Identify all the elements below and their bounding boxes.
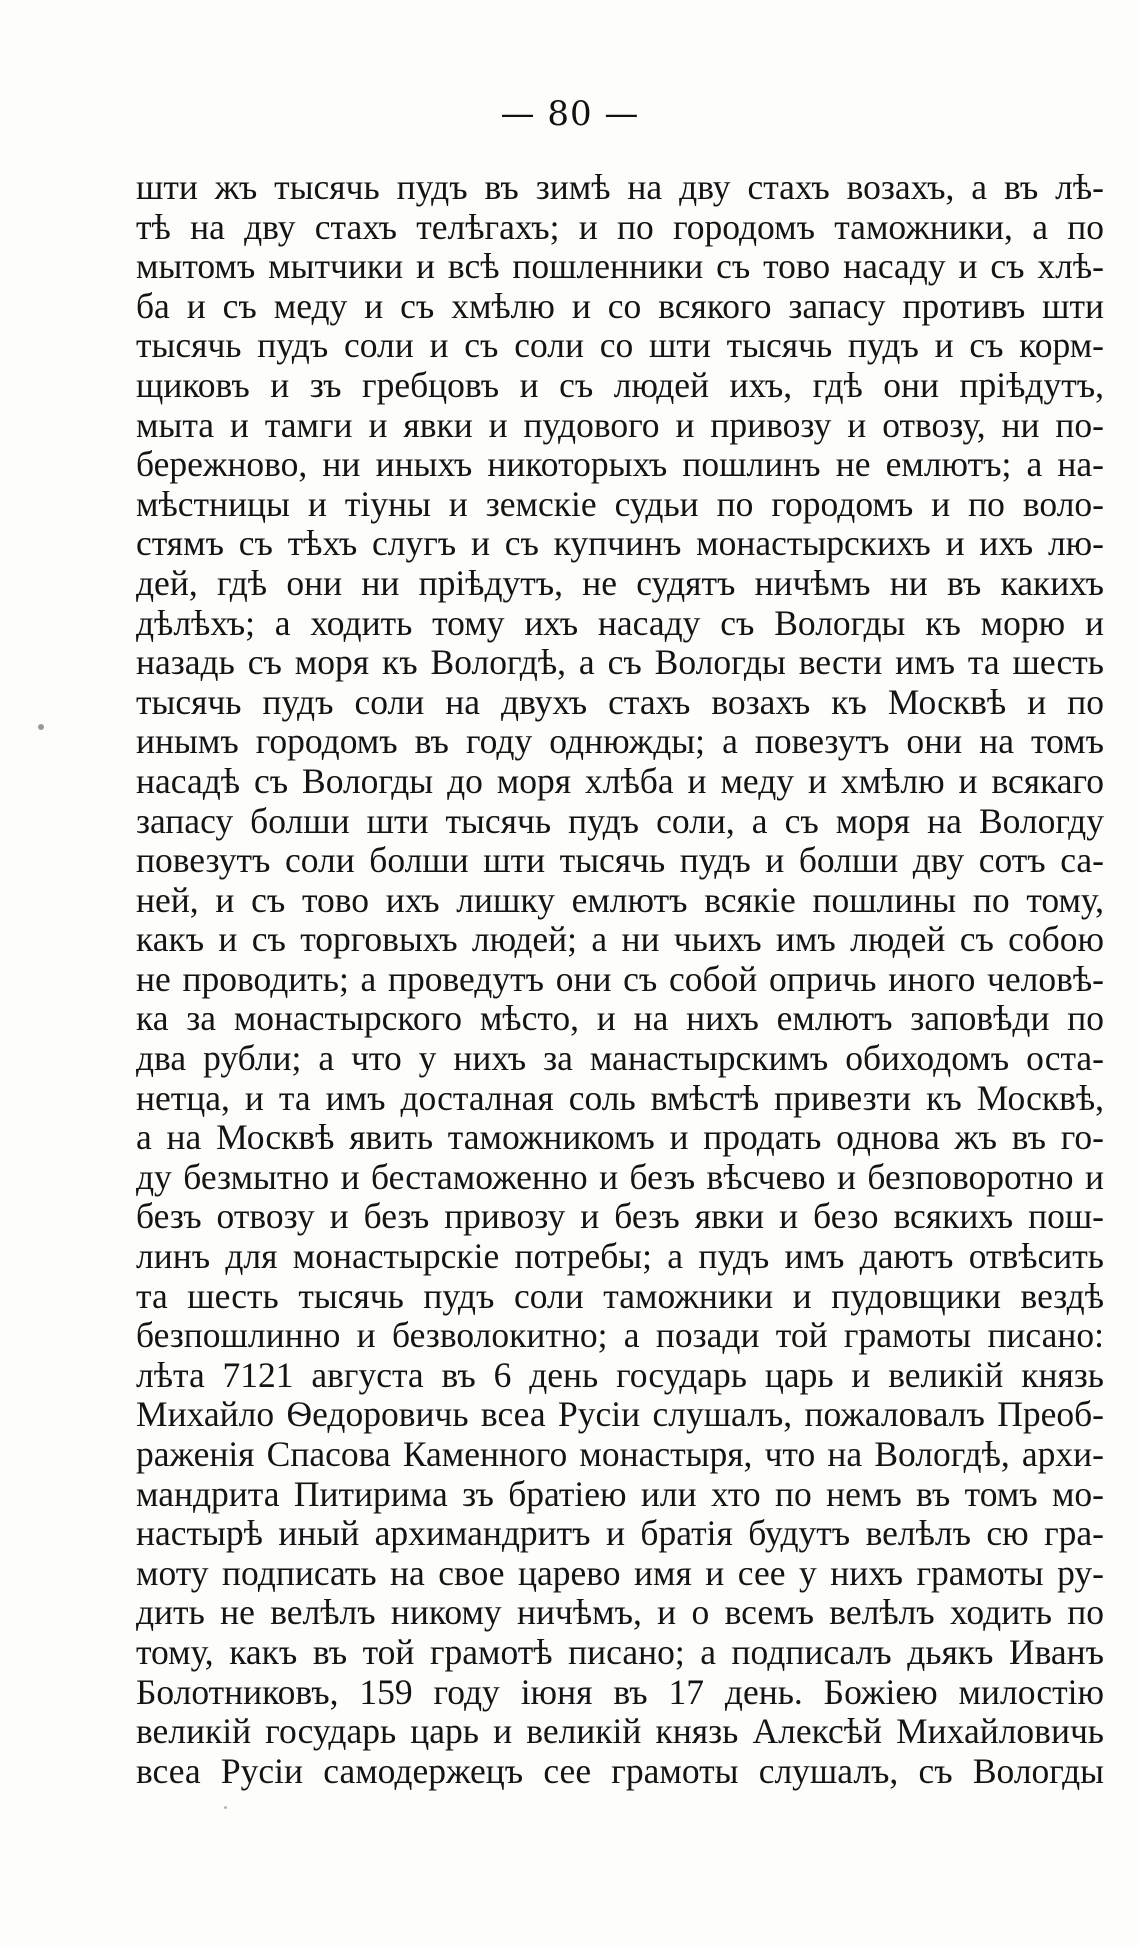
text-line: повезутъ соли болши шти тысячь пудъ и болши дву сотъ са- — [136, 841, 1104, 881]
text-line: ка за монастырского мѣсто, и на нихъ емлютъ заповѣди по — [136, 999, 1104, 1039]
text-line: мытомъ мытчики и всѣ пошленники съ тово насаду и съ хлѣ- — [136, 247, 1104, 287]
text-line: мыта и тамги и явки и пудового и привозу и отвозу, ни по- — [136, 405, 1104, 445]
text-line: тысячь пудъ соли и съ соли со шти тысячь пудъ и съ корм- — [136, 326, 1104, 366]
text-line: мѣстницы и тiуны и земскiе судьи по городомъ и по воло- — [136, 484, 1104, 524]
margin-speck — [38, 724, 44, 730]
text-line: моту подписать на свое царево имя и сее у нихъ грамоты ру- — [136, 1553, 1104, 1593]
text-line: Болотниковъ, 159 году iюня въ 17 день. Божiею милостiю — [136, 1672, 1104, 1712]
text-line: линъ для монастырскiе потребы; а пудъ имъ даютъ отвѣсить — [136, 1237, 1104, 1277]
text-line: тѣ на дву стахъ телѣгахъ; и по городомъ таможники, а по — [136, 207, 1104, 247]
text-line: настырѣ иный архимандритъ и братiя будутъ велѣлъ сю гра- — [136, 1514, 1104, 1554]
text-line: нетца, и та имъ досталная соль вмѣстѣ привезти къ Москвѣ, — [136, 1078, 1104, 1118]
text-line: та шесть тысячь пудъ соли таможники и пудовщики вездѣ — [136, 1276, 1104, 1316]
text-line: безпошлинно и безволокитно; а позади той грамоты писано: — [136, 1316, 1104, 1356]
text-line: Михайло Ѳедоровичь всеа Русiи слушалъ, пожаловалъ Преоб- — [136, 1395, 1104, 1435]
text-line: два рубли; а что у нихъ за манастырскимъ обиходомъ оста- — [136, 1039, 1104, 1079]
text-line: тому, какъ въ той грамотѣ писано; а подписалъ дьякъ Иванъ — [136, 1632, 1104, 1672]
text-line: ду безмытно и бестаможенно и безъ вѣсчево и безповоротно и — [136, 1157, 1104, 1197]
text-line: бережново, ни иныхъ никоторыхъ пошлинъ не емлютъ; а на- — [136, 445, 1104, 485]
text-line: дѣлѣхъ; а ходить тому ихъ насаду съ Вологды къ морю и — [136, 603, 1104, 643]
text-line: насадѣ съ Вологды до моря хлѣба и меду и хмѣлю и всякаго — [136, 761, 1104, 801]
text-line: тысячь пудъ соли на двухъ стахъ возахъ къ Москвѣ и по — [136, 682, 1104, 722]
page-number: — 80 — — [500, 94, 640, 134]
text-line: какъ и съ торговыхъ людей; а ни чьихъ имъ людей съ собою — [136, 920, 1104, 960]
text-line: безъ отвозу и безъ привозу и безъ явки и безо всякихъ пош- — [136, 1197, 1104, 1237]
text-line: не проводить; а проведутъ они съ собой опричь иного человѣ- — [136, 959, 1104, 999]
text-line: мандрита Питирима зъ братiею или хто по немъ въ томъ мо- — [136, 1474, 1104, 1514]
text-line: лѣта 7121 августа въ 6 день государь царь и великiй князь — [136, 1355, 1104, 1395]
body-text — [136, 168, 1104, 1791]
text-line: назадь съ моря къ Вологдѣ, а съ Вологды вести имъ та шесть — [136, 643, 1104, 683]
text-line: всеа Русiи самодержецъ сее грамоты слушалъ, съ Вологды — [136, 1751, 1104, 1791]
text-line: щиковъ и зъ гребцовъ и съ людей ихъ, гдѣ они прiѣдутъ, — [136, 365, 1104, 405]
text-line: шти жъ тысячь пудъ въ зимѣ на дву стахъ возахъ, а въ лѣ- — [136, 168, 1104, 207]
text-line: великiй государь царь и великiй князь Алексѣй Михайловичь — [136, 1712, 1104, 1752]
margin-speck — [224, 1806, 227, 1809]
text-line: инымъ городомъ въ году однюжды; а повезутъ они на томъ — [136, 722, 1104, 762]
text-line: запасу болши шти тысячь пудъ соли, а съ моря на Вологду — [136, 801, 1104, 841]
text-line: стямъ съ тѣхъ слугъ и съ купчинъ монастырскихъ и ихъ лю- — [136, 524, 1104, 564]
text-line: а на Москвѣ явить таможникомъ и продать однова жъ въ го- — [136, 1118, 1104, 1158]
text-line: ба и съ меду и съ хмѣлю и со всякого запасу противъ шти — [136, 286, 1104, 326]
text-line: дить не велѣлъ никому ничѣмъ, и о всемъ велѣлъ ходить по — [136, 1593, 1104, 1633]
text-line: дей, гдѣ они ни прiѣдутъ, не судятъ ничѣмъ ни въ какихъ — [136, 563, 1104, 603]
text-line: раженiя Спасова Каменного монастыря, что на Вологдѣ, архи- — [136, 1435, 1104, 1474]
text-line: ней, и съ тово ихъ лишку емлютъ всякiе пошлины по тому, — [136, 880, 1104, 920]
